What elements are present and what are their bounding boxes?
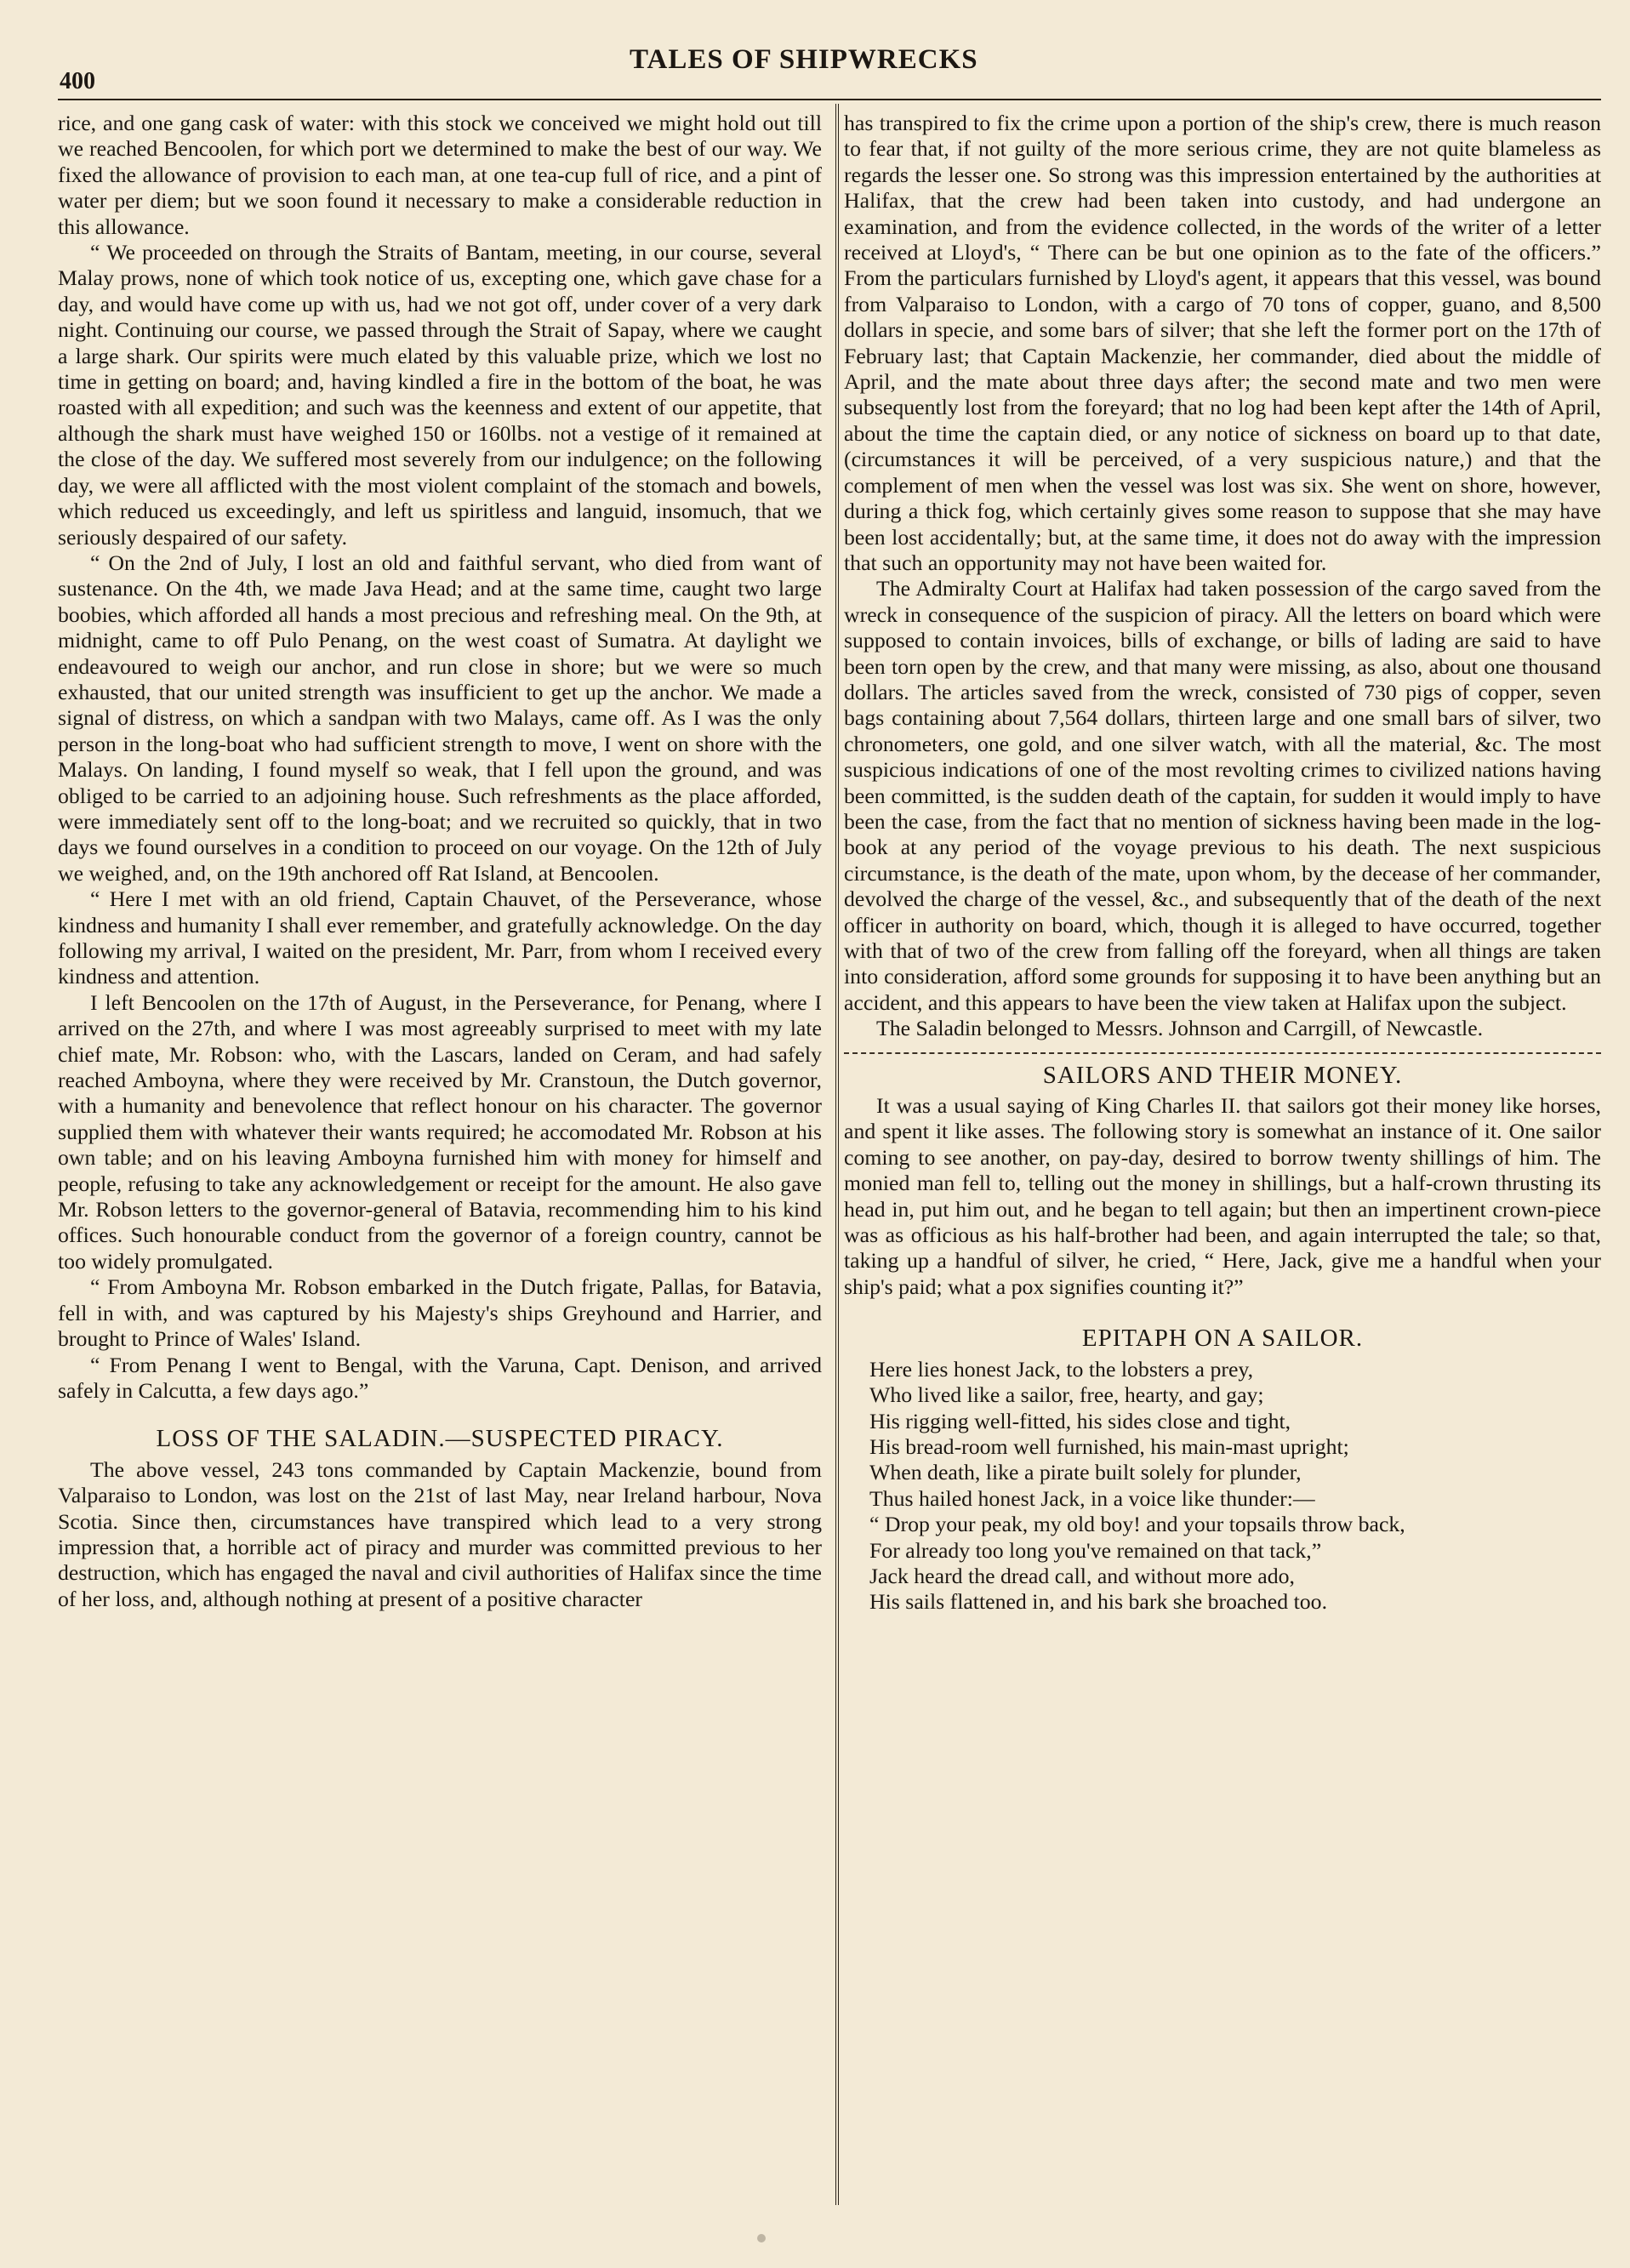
paragraph: “ On the 2nd of July, I lost an old and faithful servant, who died from want of sustenance. On the 4th, we made Java Head; and at the same time, caught two large boobies, which afforded all hands a most precious and refreshing meal. On the 9th, at midnight, came to off Pulo Penang, on the west coast of Sumatra. At daylight we endeavoured to weigh our anchor, and run close in shore; but we were so much exhausted, that our united strength was insufficient to get up the anchor. We made a signal of distress, on which a sandpan with two Malays, came off. As I was the only person in the long-boat who had sufficient strength to move, I went on shore with the Malays. On landing, I found myself so weak, that I fell upon the ground, and was obliged to be carried to an adjoining house. Such refreshments as the place afforded, were immediately sent off to the long-boat; and we recruited so quickly, that in two days we found ourselves in a condition to proceed on our voyage. On the 12th of July we weighed, and, on the 19th anchored off Rat Island, at Bencoolen. — [58, 550, 822, 886]
paragraph: “ From Amboyna Mr. Robson embarked in the Dutch frigate, Pallas, for Batavia, fell in with, and was captured by his Majesty's ships Greyhound and Harrier, and brought to Prince of Wales' Island. — [58, 1274, 822, 1352]
poem-line: His sails flattened in, and his bark she broached too. — [869, 1589, 1328, 1615]
print-blemish — [757, 2234, 766, 2242]
page-number: 400 — [60, 68, 95, 94]
section-divider — [844, 1052, 1601, 1054]
paragraph: “ From Penang I went to Bengal, with the Varuna, Capt. Denison, and arrived safely in Calcutta, a few days ago.” — [58, 1352, 822, 1403]
paragraph: “ We proceeded on through the Straits of Bantam, meeting, in our course, several Malay prows, none of which took notice of us, excepting one, which gave chase for a day, and would have come up with us, had we not got off, under cover of a very dark night. Continuing our course, we passed through the Strait of Sapay, where we caught a large shark. Our spirits were much elated by this valuable prize, which we lost no time in getting on board; and, having kindled a fire in the bottom of the boat, he was roasted with all expedition; and such was the keenness and extent of our appetite, that although the shark must have weighed 150 or 160lbs. not a vestige of it remained at the close of the day. We suffered most severely from our indulgence; on the following day, we were all afflicted with the most violent complaint of the stomach and bowels, which reduced us exceedingly, and left us spiritless and languid, insomuch, that we seriously despaired of our safety. — [58, 240, 822, 550]
poem-line: His rigging well-fitted, his sides close and tight, — [869, 1408, 1291, 1433]
running-title: TALES OF SHIPWRECKS — [630, 44, 978, 75]
paragraph: The above vessel, 243 tons commanded by Captain Mackenzie, bound from Valparaiso to London, was lost on the 21st of last May, near Ireland harbour, Nova Scotia. Since then, circumstances have transpired which lead to a very strong impression that, a horrible act of piracy and murder was committed previous to her destruction, which has engaged the naval and civil authorities of Halifax since the time of her loss, and, although nothing at present of a positive character — [58, 1456, 822, 1611]
paragraph: The Admiralty Court at Halifax had taken possession of the cargo saved from the wreck in consequence of the suspicion of piracy. All the letters on board which were supposed to contain invoices, bills of exchange, or bills of lading are said to have been torn open by the crew, and that many were missing, as also, about one thousand dollars. The articles saved from the wreck, consisted of 730 pigs of copper, seven bags containing about 7,564 dollars, thirteen large and one small bars of silver, two chronometers, one gold, and one silver watch, with all the material, &c. The most suspicious indications of one of the most revolting crimes to civilized nations having been committed, is the sudden death of the captain, for sudden it would imply to have been the case, from the fact that no mention of sickness having been made in the log-book at any period of the voyage previous to his death. The next suspicious circumstance, is the death of the mate, upon whom, by the decease of her commander, devolved the charge of the vessel, &c., and subsequently that of the death of the next officer in authority on board, which, though it is alleged to have occurred, together with that of two of the crew from falling off the foreyard, when all things are taken into consideration, afford some grounds for supposing it to have been anything but an accident, and this appears to have been the view taken at Halifax upon the subject. — [844, 576, 1601, 1015]
poem-line: When death, like a pirate built solely for plunder, — [869, 1460, 1302, 1485]
paragraph: has transpired to fix the crime upon a portion of the ship's crew, there is much reason to fear that, if not guilty of the more serious crime, they are not quite blameless as regards the lesser one. So strong was this impression entertained by the authorities at Halifax, that the crew had been taken into custody, and had undergone an examination, and from the evidence collected, in the words of the writer of a letter received at Lloyd's, “ There can be but one opinion as to the fate of the officers.” From the particulars furnished by Lloyd's agent, it appears that this vessel, was bound from Valparaiso to London, with a cargo of 70 tons of copper, guano, and 8,500 dollars in specie, and some bars of silver; that she left the former port on the 17th of February last; that Captain Mackenzie, her commander, died about the middle of April, and the mate about three days after; the second mate and two men were subsequently lost from the foreyard; that no log had been kept after the 14th of April, about the time the captain died, or any notice of sickness on board up to that date, (circumstances it will be perceived, of a very suspicious nature,) and that the complement of men when the vessel was lost was six. She went on shore, however, during a thick fog, which certainly gives some reason to suppose that she may have been lost accidentally; but, at the same time, it does not do away with the impression that such an opportunity may not have been waited for. — [844, 111, 1601, 575]
section-title-saladin: LOSS OF THE SALADIN.—SUSPECTED PIRACY. — [156, 1425, 724, 1453]
paragraph: It was a usual saying of King Charles II. that sailors got their money like horses, and spent it like asses. The following story is somewhat an instance of it. One sailor coming to see another, on pay-day, desired to borrow twenty shillings of him. The monied man fell to, telling out the money in shillings, but a half-crown thrusting its head in, put him out, and he began to tell again; but then an impertinent crown-piece was as officious as his half-brother had been, and again interrupted the tale; so that, taking up a handful of silver, he cried, “ Here, Jack, give me a handful when your ship's paid; what a pox signifies counting it?” — [844, 1093, 1601, 1299]
poem-line: Jack heard the dread call, and without more ado, — [869, 1563, 1295, 1588]
poem-line: Here lies honest Jack, to the lobsters a prey, — [869, 1356, 1254, 1382]
epitaph-poem — [844, 1357, 1601, 1616]
paragraph: rice, and one gang cask of water: with this stock we conceived we might hold out till we reached Bencoolen, for which port we determined to make the best of our way. We fixed the allowance of provision to each man, at one tea-cup full of rice, and a pint of water per diem; but we soon found it necessary to make a considerable reduction in this allowance. — [58, 111, 822, 239]
poem-line: His bread-room well furnished, his main-mast upright; — [869, 1433, 1349, 1459]
poem-line: For already too long you've remained on that tack,” — [869, 1537, 1322, 1563]
left-column — [58, 111, 822, 2203]
paragraph: “ Here I met with an old friend, Captain Chauvet, of the Perseverance, whose kindness and humanity I shall ever remember, and gratefully acknowledge. On the day following my arrival, I waited on the president, Mr. Parr, from whom I received every kindness and attention. — [58, 886, 822, 989]
poem-line: Who lived like a sailor, free, hearty, and gay; — [869, 1382, 1264, 1408]
header-rule — [58, 99, 1601, 100]
paragraph: I left Bencoolen on the 17th of August, in the Perseverance, for Penang, where I arrived on the 27th, and where I was most agreeably surprised to meet with my late chief mate, Mr. Robson: who, with the Lascars, landed on Ceram, and had safely reached Amboyna, where they were received by Mr. Cranstoun, the Dutch governor, with a humanity and benevolence that reflect honour on his character. The governor supplied them with whatever their wants required; he accomodated Mr. Robson at his own table; and on his leaving Amboyna furnished him with money for himself and people, refusing to take any acknowledgement or receipt for the amount. He also gave Mr. Robson letters to the governor-general of Batavia, recommending him to his kind offices. Such honourable conduct from the governor of a foreign country, cannot be too widely promulgated. — [58, 989, 822, 1274]
section-title-epitaph: EPITAPH ON A SAILOR. — [1081, 1325, 1364, 1353]
poem-line: Thus hailed honest Jack, in a voice like thunder:— — [869, 1485, 1315, 1511]
column-divider — [835, 104, 839, 2205]
section-title-sailors: SAILORS AND THEIR MONEY. — [1042, 1061, 1403, 1089]
paragraph: The Saladin belonged to Messrs. Johnson and Carrgill, of Newcastle. — [876, 1016, 1484, 1041]
poem-line: “ Drop your peak, my old boy! and your topsails throw back, — [869, 1512, 1405, 1537]
right-column — [844, 111, 1601, 2203]
